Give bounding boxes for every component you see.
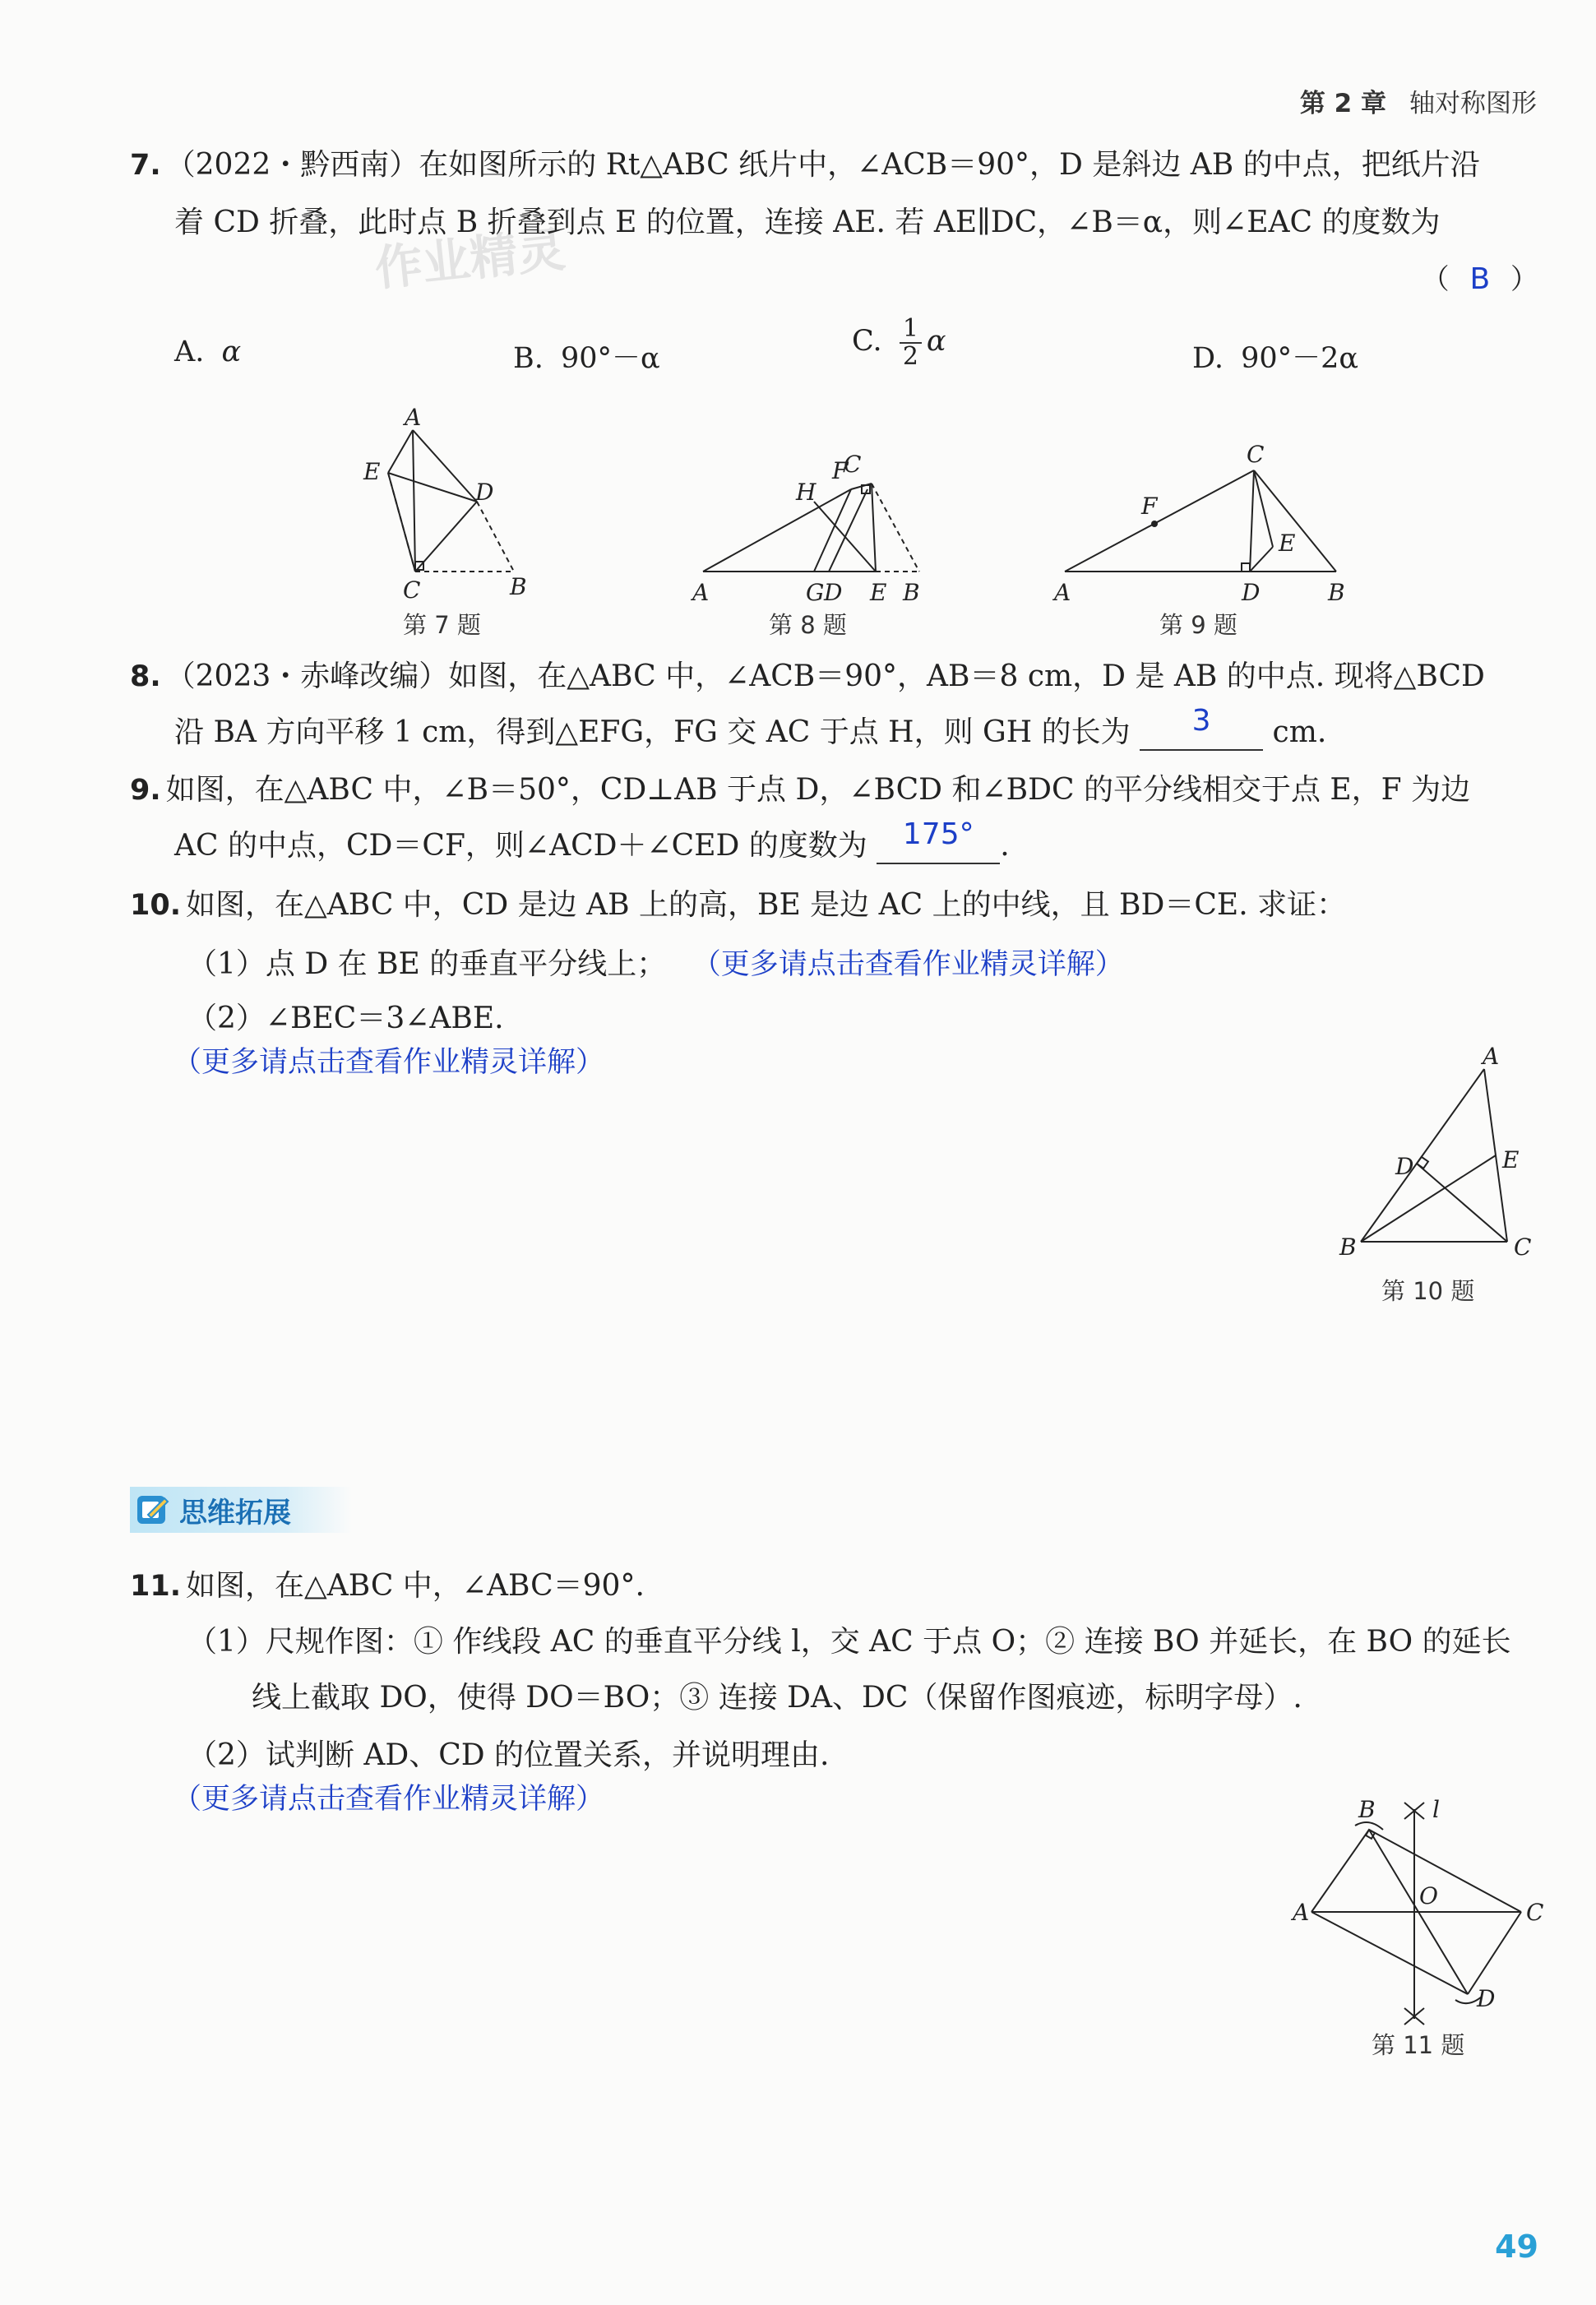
- label-H: H: [796, 479, 817, 506]
- label-O: O: [1419, 1882, 1438, 1909]
- q8-text-1: （2023・赤峰改编）如图，在△ABC 中，∠ACB＝90°，AB＝8 cm，D 是 AB 的中点. 现将△BCD: [165, 660, 1485, 693]
- chapter-header: [1300, 82, 1537, 119]
- option-text: 90°－α: [561, 342, 660, 375]
- section-header: [130, 1487, 352, 1533]
- q10-part2-link[interactable]: （更多请点击查看作业精灵详解）: [173, 1046, 605, 1079]
- label-B: B: [1328, 579, 1345, 606]
- paren-close: ）: [1510, 263, 1538, 296]
- fraction-denominator: 2: [902, 341, 918, 371]
- q10-number: 10.: [130, 889, 182, 922]
- q9-number: 9.: [130, 774, 161, 807]
- label-A: A: [1483, 1044, 1500, 1070]
- q7-option-b[interactable]: [513, 336, 660, 377]
- q9-text-1: 如图，在△ABC 中，∠B＝50°，CD⊥AB 于点 D，∠BCD 和∠BDC 的平分线相交于点 E，F 为边: [165, 773, 1471, 807]
- label-A: A: [405, 407, 422, 431]
- watermark: 作业精灵: [372, 221, 568, 297]
- label-A: A: [1054, 579, 1071, 606]
- option-text: α: [221, 336, 242, 368]
- label-D: D: [824, 579, 843, 606]
- label-E: E: [1502, 1146, 1520, 1173]
- figure-10-caption: 第 10 题: [1381, 1277, 1475, 1305]
- pencil-note-icon: [135, 1492, 171, 1528]
- label-l: l: [1432, 1796, 1440, 1823]
- figure-11-caption: 第 11 题: [1372, 2031, 1465, 2059]
- option-text: α: [926, 325, 946, 358]
- q10-line1: [130, 882, 1346, 923]
- fraction: [900, 316, 922, 369]
- label-B: B: [510, 573, 527, 600]
- label-A: A: [1293, 1899, 1310, 1926]
- label-D: D: [1242, 579, 1261, 606]
- q8-answer: 3: [1191, 704, 1211, 738]
- label-C: C: [1526, 1899, 1544, 1926]
- q11-line1: [130, 1562, 645, 1604]
- q9-answer-blank[interactable]: [877, 817, 1000, 864]
- q11-text-1: 如图，在△ABC 中，∠ABC＝90°.: [186, 1569, 645, 1603]
- label-F: F: [1141, 493, 1158, 520]
- q8-line2: [174, 704, 1327, 751]
- q7-line1: [130, 141, 1480, 183]
- q7-option-a[interactable]: [174, 336, 241, 368]
- q10-part1: [187, 941, 1124, 983]
- q9-text-2: AC 的中点，CD＝CF，则∠ACD＋∠CED 的度数为: [174, 829, 867, 863]
- q11-part1-line2: 线上截取 DO，使得 DO＝BO；③ 连接 DA、DC（保留作图痕迹，标明字母）.: [252, 1681, 1302, 1715]
- label-E: E: [1279, 530, 1296, 557]
- q7-option-c[interactable]: [852, 316, 946, 369]
- figure-9: [1052, 436, 1357, 609]
- q10-part2: （2）∠BEC＝3∠ABE.: [187, 1002, 504, 1035]
- q7-answer-bracket: [1422, 257, 1538, 297]
- q11-part2: （2）试判断 AD、CD 的位置关系，并说明理由.: [187, 1738, 830, 1772]
- q9-line1: [130, 766, 1470, 808]
- label-E: E: [363, 458, 381, 485]
- label-B: B: [903, 579, 920, 606]
- page-number: 49: [1495, 2229, 1538, 2265]
- q7-option-d[interactable]: [1192, 336, 1358, 377]
- q9-answer: 175°: [902, 817, 974, 851]
- q7-number: 7.: [130, 149, 161, 182]
- q8-text-2: 沿 BA 方向平移 1 cm，得到△EFG，FG 交 AC 于点 H，则 GH 的长为: [174, 715, 1131, 749]
- figure-9-caption: 第 9 题: [1159, 611, 1237, 639]
- q11-part1-line1: （1）尺规作图：① 作线段 AC 的垂直平分线 l，交 AC 于点 O；② 连接 BO 并延长，在 BO 的延长: [187, 1625, 1511, 1659]
- q10-part1-text: （1）点 D 在 BE 的垂直平分线上；: [187, 947, 667, 981]
- figure-8: [691, 444, 937, 609]
- q10-text-1: 如图，在△ABC 中，CD 是边 AB 上的高，BE 是边 AC 上的中线，且 BD＝CE. 求证：: [186, 888, 1347, 922]
- label-F: F: [832, 457, 849, 484]
- option-text: 90°－2α: [1241, 342, 1359, 375]
- q7-text-1: （2022・黔西南）在如图所示的 Rt△ABC 纸片中，∠ACB＝90°，D 是斜边 AB 的中点，把纸片沿: [165, 148, 1480, 182]
- label-D: D: [475, 479, 494, 506]
- option-label: C.: [852, 325, 882, 358]
- option-label: B.: [513, 342, 544, 375]
- q9-line2: [174, 817, 1010, 864]
- figure-11: [1283, 1793, 1554, 2048]
- q8-unit: cm.: [1272, 715, 1327, 749]
- q7-line2: 着 CD 折叠，此时点 B 折叠到点 E 的位置，连接 AE. 若 AE∥DC，∠B＝α，则∠EAC 的度数为: [174, 206, 1441, 239]
- label-G: G: [806, 579, 825, 606]
- label-E: E: [870, 579, 887, 606]
- chapter-number: 第 2 章: [1299, 89, 1386, 118]
- paren-open: （: [1421, 263, 1450, 296]
- section-title: 思维拓展: [179, 1496, 291, 1530]
- figure-7-caption: 第 7 题: [403, 611, 481, 639]
- label-A: A: [692, 579, 710, 606]
- q11-link[interactable]: （更多请点击查看作业精灵详解）: [173, 1783, 605, 1816]
- label-D: D: [1477, 1985, 1496, 2012]
- q8-answer-blank[interactable]: [1140, 704, 1263, 751]
- chapter-title: 轴对称图形: [1409, 89, 1537, 118]
- label-B: B: [1358, 1796, 1376, 1823]
- q8-number: 8.: [130, 660, 161, 693]
- q9-period: .: [1000, 829, 1010, 863]
- q10-part1-link[interactable]: （更多请点击查看作业精灵详解）: [692, 948, 1124, 981]
- figure-10: [1328, 1044, 1550, 1275]
- fraction-numerator: 1: [900, 316, 922, 344]
- option-label: A.: [174, 336, 205, 368]
- q8-line1: [130, 653, 1485, 695]
- label-B: B: [1339, 1233, 1357, 1261]
- label-C: C: [844, 451, 862, 478]
- figure-7: [354, 407, 534, 604]
- label-D: D: [1395, 1153, 1414, 1180]
- option-label: D.: [1192, 342, 1224, 375]
- label-C: C: [403, 576, 421, 604]
- q7-answer: B: [1469, 262, 1491, 296]
- label-C: C: [1247, 441, 1265, 468]
- figure-8-caption: 第 8 题: [769, 611, 847, 639]
- label-C: C: [1514, 1233, 1532, 1261]
- q11-number: 11.: [130, 1570, 182, 1603]
